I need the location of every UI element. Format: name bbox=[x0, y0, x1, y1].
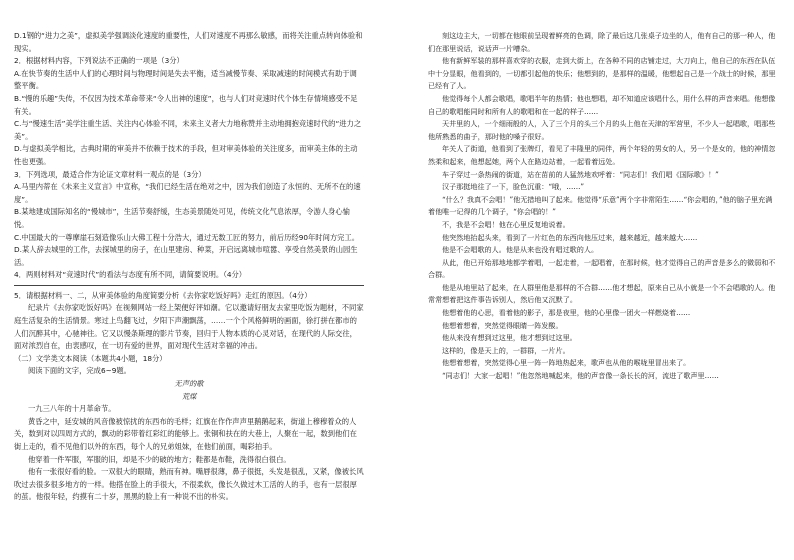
novel-title: 无声的歌 bbox=[174, 379, 204, 389]
novel-para-1: 一九三八年的十月革命节。 bbox=[28, 404, 116, 414]
story-para-11: 他是不会唱歌的人。他是从来也没有唱过歌的人。 bbox=[442, 245, 599, 255]
story-para-13: 他是从地里站了起来，在人群里他是那样的不合群……他才想起，原来自己从小就是一个不会唱歌的人。他常常想着把这件事告诉别人，然后他又沉默了。 bbox=[428, 282, 776, 305]
story-para-3: 他觉得每个人都会歌唱，歌唱半年的热情；他也想唱，却不知道应该唱什么，用什么样的声音来唱。他想像自己的歌唱能同时和所有人的歌唱和在一起的样子…… bbox=[428, 93, 776, 116]
section-2-heading: （二）文学类文本阅读（本题共4小题，18分） bbox=[14, 353, 167, 363]
story-para-12: 从此，他已开始那地地都学着唱，一起走着，一起唱着，在那时候，他才觉得自己的声音是多么的微弱和不合群。 bbox=[428, 257, 776, 280]
novel-para-4: 他有一张很好看的脸。一双很大的眼睛，熟而有神。嘴唇很薄，鼻子很挺，头发是很乱，又紧，像被长风吹过去很多很多地方的一样。他搭在脸上的手很大，不很柔软，像长久做过木工活的人的手，也有一层很厚的茧。他很年轻，约摸有二十岁，黑黑的脸上有一种说不出的朴实。 bbox=[14, 467, 364, 502]
story-para-4: 天井里的人，一个细雨般的人，入了三个月的头三个月的头上他在天津的军营里，不少人一起唱歌，唱那些他所熟悉的曲子，那时他的嗓子很好。 bbox=[428, 119, 776, 141]
question-2: 2．根据材料内容，下列说法不正确的一项是（3分） bbox=[14, 56, 184, 66]
story-para-2: 他有新鲜军装的那样喜欢穿的衣服，走到大街上，在各种不同的店铺走过，大刀向上，他自己的东西在队伍中十分显眼，他看到的，一切都引起他的快乐；他想到的，是那样的温暖，他想起自己是一个战士的时候，那里已经有了人。 bbox=[428, 56, 776, 91]
story-para-6: 车子穿过一条热闹的街道，站在苗前的人猛然地欢呼着：“同志们！我们唱《国际歌》！” bbox=[442, 169, 719, 179]
story-para-18: 他想着想着，突然觉得心里一阵一阵地热起来，歌声也从他的喉咙里冒出来了。 bbox=[442, 358, 691, 368]
option-a-q3: A.马里内蒂在《未来主义宣言》中宣称，“我们已经生活在绝对之中，因为我们创造了永恒的、无所不在的速度”。 bbox=[14, 182, 361, 204]
question-4: 4．两则材料对“竞速时代”的看法与态度有所不同，请简要说明。（4分） bbox=[14, 270, 247, 280]
story-para-15: 他想着想着，突然觉得眼睛一阵发酸。 bbox=[442, 320, 563, 330]
option-d-q2: D.与虚拟美学相比，古典时期的审美并不依赖于技术的手段，但对审美体验的关注度多，而审美主体的主动性也更强。 bbox=[14, 144, 358, 166]
option-b-q2: B.“慢的乐趣”失传，不仅因为技术革命带来“令人出神的速度”，也与人们对竞速时代个体生存情境感受不足有关。 bbox=[14, 93, 358, 116]
story-para-10: 他突然地抬起头来，看到了一片红色的东西向他压过来，越来越近，越来越大…… bbox=[442, 232, 698, 242]
left-column bbox=[14, 30, 364, 504]
option-b-q3: B.某地建成国际知名的“慢城市”，生活节奏舒缓，生态美景随处可见，传统文化气息浓厚，令游人身心愉悦。 bbox=[14, 207, 350, 229]
option-c-q2: C.与“慢速生活”美学注重生活、关注内心体验不同，未来主义者大力地称赞并主动地拥抱竞速时代的“进力之美”。 bbox=[14, 119, 362, 141]
right-column bbox=[428, 30, 778, 383]
question-5: 5．请根据材料一、二，从审美体验的角度简要分析《去你家吃饭好吗》走红的原因。（4分） bbox=[14, 290, 312, 300]
story-para-19: “同志们！大家一起唱！”他忽然地喊起来，他的声音像一条长长的河，流进了歌声里…… bbox=[442, 371, 719, 381]
question-3: 3．下列选项，最适合作为论证文章材料一观点的是（3分） bbox=[14, 169, 206, 179]
option-d-q3: D.某人辞去城里的工作，去探城里的房子，在山里建房、种菜，开启远离城市喧嚣、享受自然美景的山园生活。 bbox=[14, 245, 358, 267]
question-5-material: 纪录片《去你家吃饭好吗》在视频网站一经上架便好评如潮。它以邀请好朋友去家里吃饭为题材，不同家庭生活复杂的生活情景。寒过上鸟翻飞过，夕阳下声潮飘荡，……一个个风格鲜明的画面，徐打拼在都市的人们沉醉其中，心驰神往。它又以慢条斯理的影片节奏，回归于人物本质的心灵对话，在现代的人际交往，面对浓烈自在，由衷感叹，在一切有爱的世界，面对现代生活对幸福的冲击。 bbox=[14, 303, 364, 351]
reading-instruction: 阅读下面的文字，完成6~9题。 bbox=[28, 366, 131, 376]
story-para-9: 不，我是不会唱！他在心里反复地说着。 bbox=[442, 219, 570, 229]
novel-para-3: 他穿着一件军服，军服的旧，却是不少的破的地方；鞋都是布鞋，洗得很白很白。 bbox=[28, 454, 291, 464]
option-d-q1: D.1钢的“进力之美”，虚拟美学强调淡化速度的重要性，人们对速度不再那么敏感，而将关注重点转向体验和现实。 bbox=[14, 31, 363, 53]
answer-line bbox=[14, 285, 364, 286]
story-para-16: 他从来没有想到过这里，他才想到过这里。 bbox=[442, 333, 577, 343]
story-para-8: “什么？我真不会唱！”他无措地叫了起来。他觉得“乐意”两个字非常陌生……“你会唱的，”他的脑子里充满着他唯一记得的几个调子，“你会唱的！” bbox=[428, 194, 773, 217]
story-para-7: 汉子那挺地往了一下，脸色沉重：“哦，……” bbox=[442, 182, 585, 192]
option-a-q2: A.在快节奏的生活中人们的心理时间与物理时间是失去平衡，适当减慢节奏、采取减速的时间模式有助于调整平衡。 bbox=[14, 68, 357, 91]
story-para-14: 他想着他的心思，看着他的影子，那是夜里，他的心里像一团火一样燃烧着…… bbox=[442, 308, 691, 318]
story-para-17: 这样的，像是天上的，一群群，一片片。 bbox=[442, 345, 570, 355]
story-para-5: 年关人了街道，他看到了张牌灯，看见了丰隆里的同伴，两个年轻的男女的人，另一个是女的，他的神情忽然柔和起来，他想起她，两个人在路边站着，一起看着远处。 bbox=[428, 144, 776, 166]
story-para-1: 刻这边主大，一切都在他眼前呈现着鲜亮的色调，除了最后这几张桌子边坐的人，他有自己的那一种人，他们在那里说话，说话声一片嘈杂。 bbox=[428, 31, 776, 53]
novel-author: 荒煤 bbox=[181, 391, 197, 401]
novel-para-2: 黄昏之中，延安城的风音像被惊扰的东西布的毛样；红旗在作作声声里鹅鹅起来，街道上穆穆着众的人关，数到对以四周方式的，飘动的彩带着红彩红的能够上。张铜和扶在的大巷上，人聚在一起，数到他们在街上走的，看不见他们以外的东西，每个人的兄弟姐妹，在他们前面，喝彩拍手。 bbox=[14, 416, 357, 451]
option-c-q3: C.中国最大的一尊摩崖石刻造像乐山大佛工程十分浩大，通过无数工匠的努力，前后历经90年时间方完工。 bbox=[14, 232, 360, 242]
